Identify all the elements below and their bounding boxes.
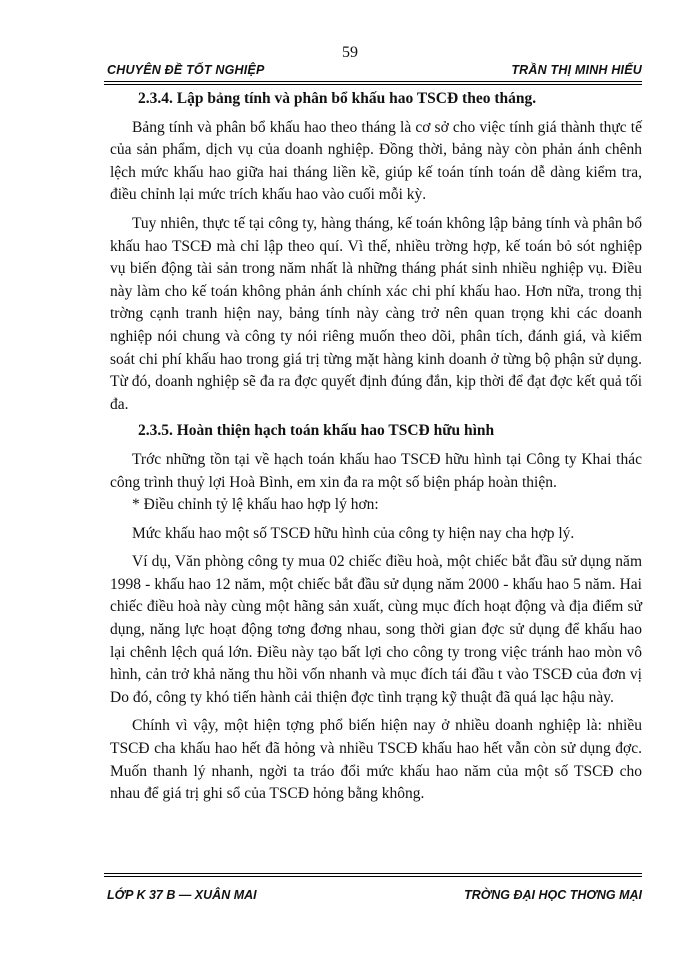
header-document-type: CHUYÊN ĐỀ TỐT NGHIỆP bbox=[107, 63, 265, 77]
paragraph: Mức khấu hao một số TSCĐ hữu hình của công ty hiện nay cha hợp lý. bbox=[132, 524, 575, 542]
header-rule-thin bbox=[104, 84, 642, 85]
paragraph: Trớc những tồn tại về hạch toán khấu hao TSCĐ hữu hình tại Công ty Khai thác công trình thuỷ lợi Hoà Bình, em xin đa ra một số biện pháp hoàn thiện. bbox=[110, 450, 642, 491]
footer-rule bbox=[104, 873, 642, 874]
header-author: TRẦN THỊ MINH HIẾU bbox=[511, 63, 642, 77]
paragraph: Bảng tính và phân bổ khấu hao theo tháng là cơ sở cho việc tính giá thành thực tế của sản phẩm, dịch vụ của doanh nghiệp. Đồng thời, bảng này còn phản ánh chênh lệch mức khấu hao giữa hai tháng liền kề, giúp kế toán tính toán dễ dàng kiểm tra, điều chỉnh lại mức trích khấu hao vào cuối mỗi kỳ. bbox=[110, 118, 642, 204]
footer-rule-thin bbox=[104, 876, 642, 877]
section-heading: 2.3.5. Hoàn thiện hạch toán khấu hao TSCĐ hữu hình bbox=[138, 422, 495, 440]
header-rule bbox=[104, 81, 642, 82]
page-number: 59 bbox=[342, 44, 358, 61]
page-body bbox=[110, 88, 642, 806]
paragraph: Ví dụ, Văn phòng công ty mua 02 chiếc điều hoà, một chiếc bắt đầu sử dụng năm 1998 - khấu hao 12 năm, một chiếc bắt đầu sử dụng năm 2000 - khấu hao 5 năm. Hai chiếc điều hoà này cùng một hãng sản xuất, cùng mục đích hoạt động và địa điểm sử dụng, năng lực hoạt động tơng đơng nhau, song thời gian đợc sử dụng để khấu hao lại chênh lệch quá lớn. Điều này tạo bất lợi cho công ty trong việc tránh hao mòn vô hình, cản trở khả năng thu hồi vốn nhanh và mục đích tái đầu t vào TSCĐ của đơn vị Do đó, công ty khó tiến hành cải thiện đợc tình trạng kỹ thuật đã quá lạc hậu này. bbox=[110, 553, 642, 706]
footer-class: LỚP K 37 B — XUÂN MAI bbox=[107, 888, 257, 902]
section-heading: 2.3.4. Lập bảng tính và phân bổ khấu hao TSCĐ theo tháng. bbox=[138, 90, 537, 107]
paragraph: Chính vì vậy, một hiện tợng phổ biến hiện nay ở nhiều doanh nghiệp là: nhiều TSCĐ cha khấu hao hết đã hỏng và nhiều TSCĐ khấu hao hết vẫn còn sử dụng đợc. Muốn thanh lý nhanh, ngời ta tráo đổi mức khấu hao năm của một số TSCĐ cho nhau để giá trị ghi sổ của TSCĐ hỏng bằng không. bbox=[110, 717, 642, 803]
footer-university: TRỜNG ĐẠI HỌC THƠNG MẠI bbox=[464, 888, 642, 902]
paragraph: * Điều chỉnh tỷ lệ khấu hao hợp lý hơn: bbox=[132, 496, 379, 514]
paragraph: Tuy nhiên, thực tế tại công ty, hàng tháng, kế toán không lập bảng tính và phân bổ khấu hao TSCĐ mà chỉ lập theo quí. Vì thế, nhiều trờng hợp, kế toán bỏ sót nghiệp vụ biến động tài sản trong năm nhất là những tháng phát sinh nhiều nghiệp vụ. Điều này làm cho kế toán không phản ánh chính xác chi phí khấu hao. Hơn nữa, trong thị trờng cạnh tranh hiện nay, bảng tính này càng trở nên quan trọng khi các doanh nghiệp nói chung và công ty nói riêng muốn theo dõi, phân tích, đánh giá, và kiểm soát chi phí khấu hao trong giá trị từng mặt hàng kinh doanh ở từng bộ phận sử dụng. Từ đó, doanh nghiệp sẽ đa ra đợc quyết định đúng đắn, kịp thời để đạt đợc kết quả tối đa. bbox=[110, 214, 642, 413]
